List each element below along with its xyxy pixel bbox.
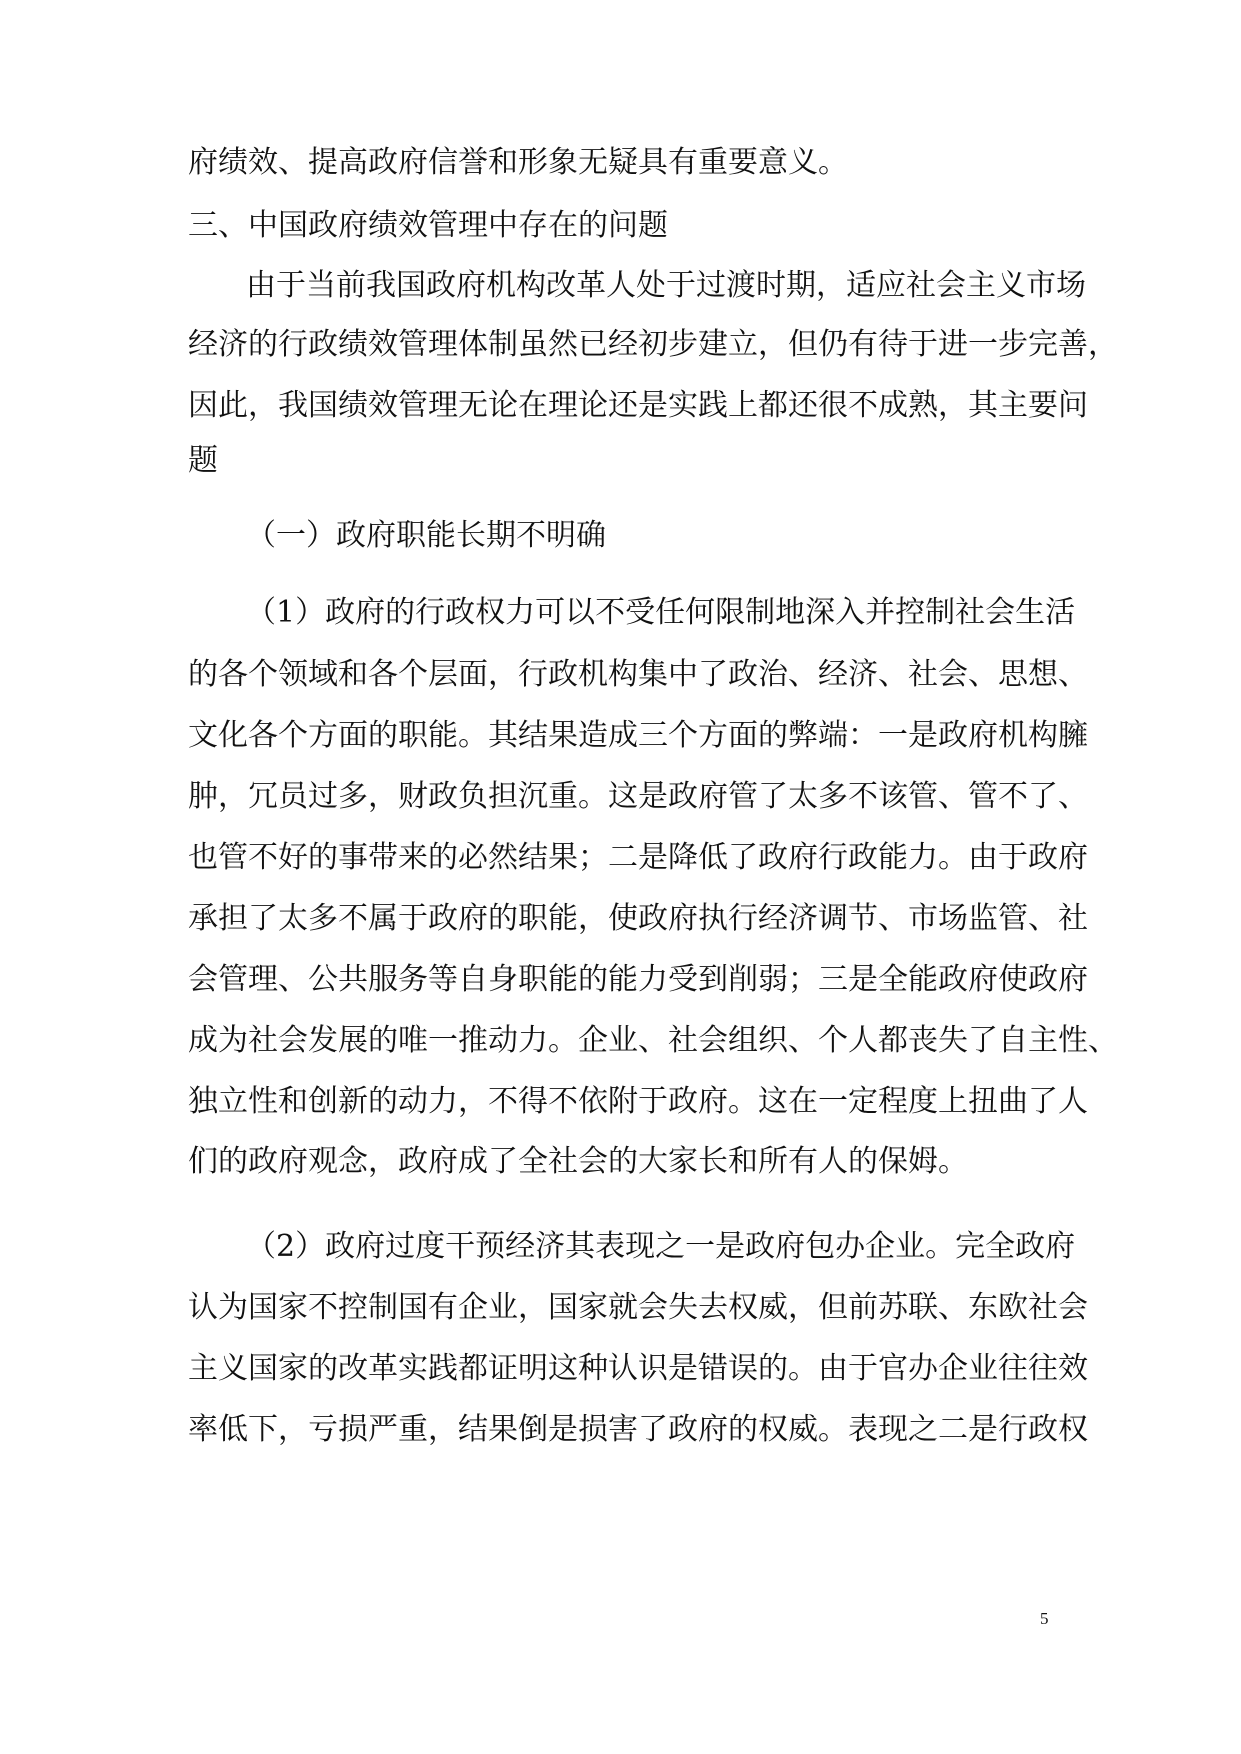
page-number: 5 — [1040, 1609, 1049, 1628]
text-line: 肿，冗员过多，财政负担沉重。这是政府管了太多不该管、管不了、 — [188, 779, 1088, 814]
text-line: 府绩效、提高政府信誉和形象无疑具有重要意义。 — [188, 145, 848, 180]
text-line: （1）政府的行政权力可以不受任何限制地深入并控制社会生活 — [246, 595, 1076, 630]
text-line: 因此，我国绩效管理无论在理论还是实践上都还很不成熟，其主要问 — [188, 388, 1088, 423]
text-line: 会管理、公共服务等自身职能的能力受到削弱；三是全能政府使政府 — [188, 962, 1088, 997]
text-line: 认为国家不控制国有企业，国家就会失去权威，但前苏联、东欧社会 — [188, 1290, 1088, 1325]
text-line: 率低下，亏损严重，结果倒是损害了政府的权威。表现之二是行政权 — [188, 1412, 1088, 1447]
section-heading: 三、中国政府绩效管理中存在的问题 — [188, 208, 668, 243]
text-line: 经济的行政绩效管理体制虽然已经初步建立，但仍有待于进一步完善， — [188, 327, 1118, 362]
subsection-heading: （一）政府职能长期不明确 — [246, 518, 606, 553]
text-line: 们的政府观念，政府成了全社会的大家长和所有人的保姆。 — [188, 1144, 968, 1179]
text-line: 也管不好的事带来的必然结果；二是降低了政府行政能力。由于政府 — [188, 840, 1088, 875]
text-line: 文化各个方面的职能。其结果造成三个方面的弊端：一是政府机构臃 — [188, 718, 1088, 753]
text-line: （2）政府过度干预经济其表现之一是政府包办企业。完全政府 — [246, 1229, 1076, 1264]
text-line: 承担了太多不属于政府的职能，使政府执行经济调节、市场监管、社 — [188, 901, 1088, 936]
text-line: 主义国家的改革实践都证明这种认识是错误的。由于官办企业往往效 — [188, 1351, 1088, 1386]
text-line: 独立性和创新的动力，不得不依附于政府。这在一定程度上扭曲了人 — [188, 1084, 1088, 1119]
text-line: 成为社会发展的唯一推动力。企业、社会组织、个人都丧失了自主性、 — [188, 1023, 1118, 1058]
text-line: 由于当前我国政府机构改革人处于过渡时期，适应社会主义市场 — [246, 268, 1086, 303]
text-line: 题 — [188, 443, 218, 478]
text-line: 的各个领域和各个层面，行政机构集中了政治、经济、社会、思想、 — [188, 657, 1088, 692]
